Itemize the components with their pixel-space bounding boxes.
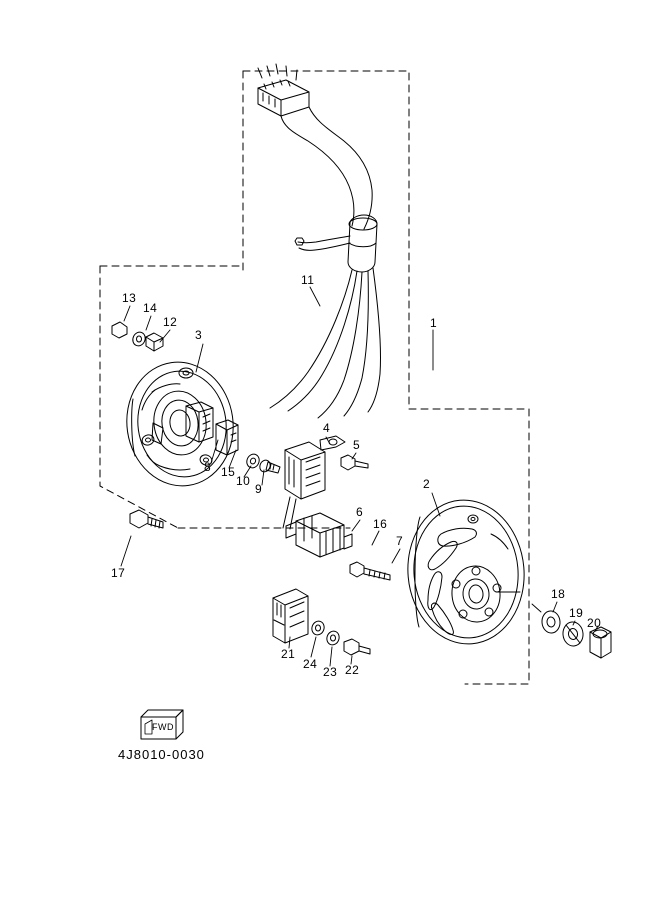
callout-20: 20 (587, 616, 602, 630)
callout-10: 10 (236, 474, 251, 488)
callout-15: 15 (221, 465, 236, 479)
callout-4: 4 (323, 421, 331, 435)
callout-24: 24 (303, 657, 318, 671)
callout-7: 7 (396, 534, 404, 548)
callout-18: 18 (551, 587, 566, 601)
bracket-21 (273, 589, 370, 655)
callout-2: 2 (423, 477, 431, 491)
callout-19: 19 (569, 606, 584, 620)
callout-9: 9 (255, 482, 263, 496)
dashed-boundary-assembly-1 (243, 71, 529, 684)
callout-14: 14 (143, 301, 158, 315)
callout-1: 1 (430, 316, 438, 330)
callout-16: 16 (373, 517, 388, 531)
callout-5: 5 (353, 438, 361, 452)
bolt-17 (130, 510, 163, 528)
callout-21: 21 (281, 647, 296, 661)
callout-17: 17 (111, 566, 126, 580)
leader-lines (121, 287, 598, 666)
callout-23: 23 (323, 665, 338, 679)
callout-6: 6 (356, 505, 364, 519)
screws-12-13-14 (112, 322, 163, 351)
part-number-label: 4J8010-0030 (118, 747, 205, 762)
callout-12: 12 (163, 315, 178, 329)
dashed-boundary-assembly-3 (100, 266, 350, 528)
callout-13: 13 (122, 291, 137, 305)
flywheel-rotor (402, 495, 530, 649)
callout-11: 11 (301, 273, 315, 287)
pickup-coil-group (186, 402, 280, 474)
callout-3: 3 (195, 328, 203, 342)
callout-22: 22 (345, 663, 360, 677)
fwd-label: FWD (152, 722, 174, 732)
wire-harness (258, 64, 381, 418)
callout-8: 8 (204, 460, 212, 474)
